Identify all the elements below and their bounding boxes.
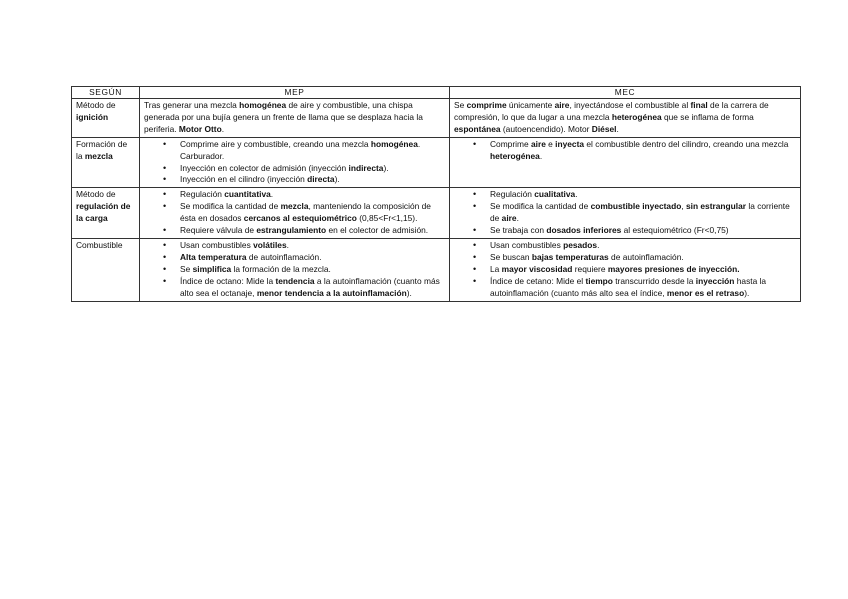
text-run: . (575, 189, 578, 200)
bullet-list (454, 240, 796, 300)
text-run: Inyección en el cilindro (inyección (180, 174, 308, 185)
text-run: Formación de la (76, 138, 128, 161)
table-header-row (72, 87, 801, 99)
text-run: La (490, 263, 502, 274)
bullet-item (490, 252, 796, 264)
text-run: . (616, 123, 619, 134)
text-run: la formación de la mezcla. (231, 263, 331, 274)
bold-text: sin estrangular (685, 201, 747, 212)
mep-cell (140, 99, 450, 138)
bold-text: mayor viscosidad (501, 263, 573, 274)
comparison-table (71, 86, 801, 302)
row-label (72, 238, 140, 301)
bullet-list (144, 240, 445, 300)
bold-text: Diésel (591, 123, 617, 134)
text-run: (autoencendido). Motor (500, 123, 592, 134)
row-label (72, 99, 140, 138)
bullet-item (180, 252, 445, 264)
bold-text: tendencia (275, 275, 315, 286)
text-run: Inyección en colector de admisión (inyección (180, 162, 349, 173)
text-run: Usan combustibles (180, 239, 254, 250)
text-run: Se trabaja con (490, 225, 547, 236)
bullet-item (180, 174, 445, 186)
text-run: de autoinflamación. (246, 251, 322, 262)
bullet-item (180, 201, 445, 225)
bullet-item (490, 264, 796, 276)
text-run: Índice de cetano: Mide el (490, 275, 586, 286)
mep-cell (140, 188, 450, 239)
bold-text: inyección (695, 275, 735, 286)
text-run: al estequiométrico (Fr<0,75) (621, 225, 729, 236)
text-run: . (270, 189, 274, 200)
bold-text: indirecta (348, 162, 384, 173)
bullet-item (180, 276, 445, 300)
bold-text: volátiles (253, 239, 287, 250)
table-body (72, 99, 801, 302)
text-run: Se (454, 100, 467, 110)
text-run: Método de (76, 100, 116, 110)
text-run: de aire y combustible, una chispa generada por una bujía genera un frente de llama que se desplaza hacia la periferia. (144, 100, 423, 134)
text-run: que se inflama de forma (661, 111, 754, 122)
header-mep: MEP (140, 87, 450, 99)
bullet-list (454, 189, 796, 237)
text-run: ). (334, 174, 340, 185)
bold-text: tiempo (585, 275, 613, 286)
text-run: . Carburador. (180, 138, 421, 161)
bullet-list (144, 189, 445, 237)
mec-cell (450, 238, 801, 301)
text-run: requiere (572, 263, 608, 274)
row-metodo-ignicion (72, 99, 801, 138)
bullet-item (180, 225, 445, 237)
text-run: Requiere válvula de (180, 225, 257, 236)
bold-text: heterogénea (611, 111, 662, 122)
bold-text: directa (307, 174, 335, 185)
bullet-item (490, 139, 796, 163)
text-run: Usan combustibles (490, 239, 564, 250)
text-run: , inyectándose el combustible al (569, 100, 691, 110)
bold-text: cuantitativa (224, 189, 271, 200)
bullet-item (490, 276, 796, 300)
bold-text: inyecta (555, 138, 585, 149)
bullet-list (144, 139, 445, 187)
text-run: Comprime aire y combustible, creando una mezcla (180, 138, 371, 149)
paragraph (454, 100, 796, 136)
header-mec: MEC (450, 87, 801, 99)
text-run: ). (383, 162, 389, 173)
text-run: en el colector de admisión. (326, 225, 429, 236)
bullet-item (490, 225, 796, 237)
text-run: Comprime (490, 138, 531, 149)
text-run: (0,85<Fr<1,15). (356, 213, 418, 224)
bullet-item (180, 264, 445, 276)
mec-cell (450, 99, 801, 138)
bold-text: mayores presiones de inyección. (607, 263, 740, 274)
bullet-item (490, 201, 796, 225)
row-label (72, 137, 140, 188)
text-run: e (545, 138, 556, 149)
bold-text: mezcla (280, 201, 309, 212)
bold-text: combustible inyectado (590, 201, 682, 212)
row-label (72, 188, 140, 239)
bold-text: comprime (466, 100, 507, 110)
text-run: a la autoinflamación (cuanto más alto sea el octanaje, (180, 275, 440, 298)
text-run: . (221, 123, 225, 134)
text-run: Se buscan (490, 251, 532, 262)
text-run: Se (180, 263, 193, 274)
text-run: de autoinflamación. (608, 251, 684, 262)
bold-text: dosados inferiores (546, 225, 622, 236)
bullet-item (490, 240, 796, 252)
bold-text: homogénea (239, 100, 287, 110)
row-regulacion-carga (72, 188, 801, 239)
bold-text: estrangulamiento (256, 225, 327, 236)
text-run: Se modifica la cantidad de (490, 201, 591, 212)
bold-text: menor tendencia a la autoinflamación (256, 287, 407, 298)
bold-text: simplifica (192, 263, 232, 274)
text-run: Índice de octano: Mide la (180, 275, 276, 286)
text-run: . (597, 239, 600, 250)
bullet-item (490, 189, 796, 201)
bullet-item (180, 189, 445, 201)
bold-text: bajas temperaturas (531, 251, 609, 262)
bold-text: cercanos al estequiométrico (243, 213, 357, 224)
bold-text: menor es el retraso (666, 287, 745, 298)
row-formacion-mezcla (72, 137, 801, 188)
text-run: , (681, 201, 686, 212)
row-combustible (72, 238, 801, 301)
bold-text: pesados (563, 239, 598, 250)
bold-text: espontánea (454, 123, 501, 134)
text-run: ). (406, 287, 412, 298)
bullet-item (180, 240, 445, 252)
text-run: únicamente (506, 100, 555, 110)
text-run: Método de (76, 189, 116, 200)
text-run: Se modifica la cantidad de (180, 201, 281, 212)
bold-text: cualitativa (534, 189, 576, 200)
bold-text: final (690, 100, 708, 110)
text-run: de la carrera de compresión, lo que da lugar a una mezcla (454, 100, 769, 122)
text-run: el combustible dentro del cilindro, creando una mezcla (584, 138, 789, 149)
mep-cell (140, 137, 450, 188)
text-run: transcurrido desde la (612, 275, 696, 286)
text-run: . (516, 213, 519, 224)
bullet-list (454, 139, 796, 163)
bold-text: aire (501, 213, 517, 224)
bold-text: aire (530, 138, 546, 149)
bold-text: regulación de la carga (76, 201, 131, 224)
bold-text: aire (554, 100, 570, 110)
header-segun: SEGÚN (72, 87, 140, 99)
bold-text: Alta temperatura (180, 251, 247, 262)
text-run: Regulación (490, 189, 535, 200)
text-run: Combustible (76, 239, 123, 250)
bold-text: mezcla (84, 150, 113, 161)
text-run: hasta la autoinflamación (cuanto más alto sea el índice, (490, 275, 767, 298)
text-run: la corriente de (490, 201, 790, 224)
text-run: . (539, 150, 543, 161)
text-run: , manteniendo la composición de ésta en dosados (180, 201, 431, 224)
mep-cell (140, 238, 450, 301)
bold-text: ignición (76, 111, 109, 122)
paragraph (144, 100, 445, 136)
text-run: Tras generar una mezcla (144, 100, 240, 110)
bullet-item (180, 163, 445, 175)
bullet-item (180, 139, 445, 163)
bold-text: Motor Otto (178, 123, 222, 134)
bold-text: heterogénea (490, 150, 540, 161)
text-run: . (286, 239, 289, 250)
mec-cell (450, 137, 801, 188)
bold-text: homogénea (370, 138, 418, 149)
mec-cell (450, 188, 801, 239)
text-run: Regulación (180, 189, 225, 200)
text-run: ). (744, 287, 750, 298)
